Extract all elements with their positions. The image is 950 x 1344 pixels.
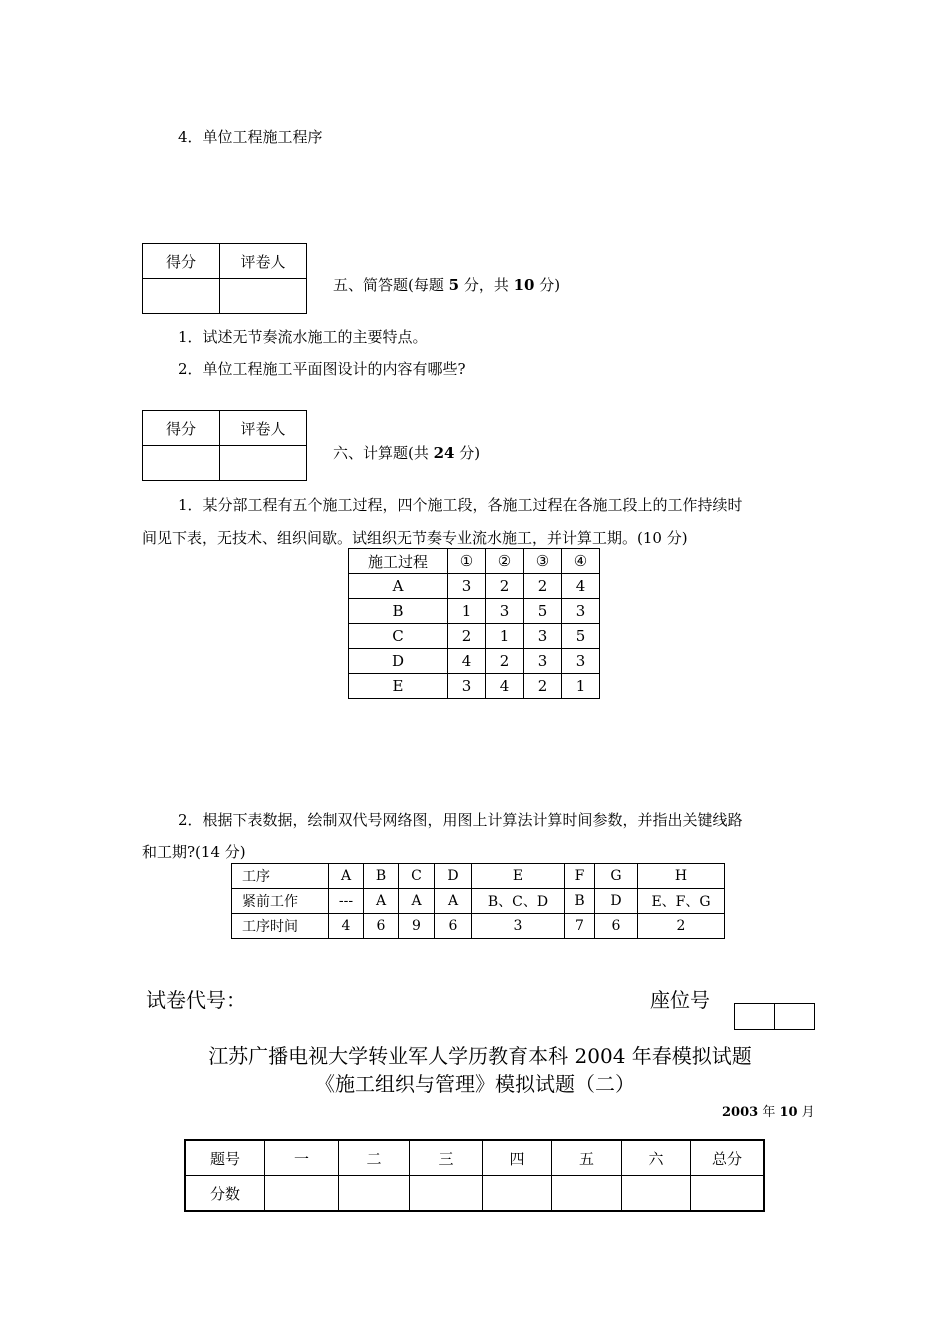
score-summary-header: 总分 bbox=[691, 1140, 765, 1176]
section5-q1: 1．试述无节奏流水施工的主要特点。 bbox=[178, 328, 428, 346]
table2-cell: A bbox=[364, 889, 399, 914]
score-label: 得分 bbox=[143, 244, 220, 279]
table1-cell: 3 bbox=[448, 674, 486, 699]
table2-network bbox=[231, 863, 725, 939]
table2-cell: A bbox=[435, 889, 472, 914]
table1-cell: 4 bbox=[448, 649, 486, 674]
score-summary-cell[interactable] bbox=[622, 1176, 691, 1212]
table2-cell: F bbox=[565, 864, 595, 889]
score-cell[interactable] bbox=[143, 446, 220, 481]
table1-cell: 4 bbox=[486, 674, 524, 699]
score-summary-header: 二 bbox=[339, 1140, 410, 1176]
table-row bbox=[232, 914, 725, 939]
exam-subtitle: 《施工组织与管理》模拟试题（二） bbox=[315, 1072, 635, 1096]
table1-cell: E bbox=[349, 674, 448, 699]
section5-heading: 五、简答题(每题 5 分，共 10 分) bbox=[333, 276, 561, 294]
section6-q2-line2: 和工期?(14 分) bbox=[142, 843, 246, 861]
score-summary-header: 一 bbox=[265, 1140, 339, 1176]
table1-cell: 3 bbox=[448, 574, 486, 599]
score-summary-cell[interactable] bbox=[339, 1176, 410, 1212]
seat-label: 座位号 bbox=[650, 988, 710, 1012]
table-row bbox=[349, 674, 600, 699]
table2-cell: B bbox=[565, 889, 595, 914]
table2-cell: 紧前工作 bbox=[232, 889, 329, 914]
section5-q2: 2．单位工程施工平面图设计的内容有哪些? bbox=[178, 360, 466, 378]
grader-box-section6 bbox=[142, 410, 307, 481]
table-row bbox=[349, 599, 600, 624]
table1-cell: 2 bbox=[524, 674, 562, 699]
grader-label: 评卷人 bbox=[220, 244, 307, 279]
table2-cell: 4 bbox=[329, 914, 364, 939]
table1-cell: D bbox=[349, 649, 448, 674]
table2-cell: D bbox=[595, 889, 638, 914]
score-summary-cell[interactable] bbox=[410, 1176, 483, 1212]
table-row bbox=[185, 1176, 764, 1212]
exam-code-label: 试卷代号： bbox=[146, 988, 246, 1012]
table2-cell: A bbox=[399, 889, 435, 914]
table1-cell: 3 bbox=[486, 599, 524, 624]
table1-cell: 1 bbox=[448, 599, 486, 624]
table-row bbox=[232, 864, 725, 889]
score-summary-header: 题号 bbox=[185, 1140, 265, 1176]
table1-cell: 2 bbox=[486, 649, 524, 674]
score-summary-header: 三 bbox=[410, 1140, 483, 1176]
score-cell[interactable] bbox=[143, 279, 220, 314]
table2-cell: 6 bbox=[595, 914, 638, 939]
table1-cell: 3 bbox=[562, 599, 600, 624]
exam-date: 2003 年 10 月 bbox=[722, 1105, 815, 1120]
table-row bbox=[349, 649, 600, 674]
table1-cell: C bbox=[349, 624, 448, 649]
table-row bbox=[185, 1140, 764, 1176]
table2-cell: 2 bbox=[638, 914, 725, 939]
section6-q2-line1: 2．根据下表数据，绘制双代号网络图，用图上计算法计算时间参数，并指出关键线路 bbox=[178, 811, 743, 829]
table-row bbox=[349, 574, 600, 599]
table1-cell: 3 bbox=[524, 624, 562, 649]
table2-cell: 9 bbox=[399, 914, 435, 939]
score-summary-table bbox=[184, 1139, 765, 1212]
grader-cell[interactable] bbox=[220, 446, 307, 481]
table1-header-cell: ① bbox=[448, 549, 486, 574]
table2-cell: D bbox=[435, 864, 472, 889]
table1-cell: 5 bbox=[562, 624, 600, 649]
table2-cell: C bbox=[399, 864, 435, 889]
table2-cell: B、C、D bbox=[472, 889, 565, 914]
table1-cell: 3 bbox=[524, 649, 562, 674]
table2-cell: 工序 bbox=[232, 864, 329, 889]
table1-header-cell: ④ bbox=[562, 549, 600, 574]
score-summary-header: 五 bbox=[552, 1140, 622, 1176]
table2-cell: E bbox=[472, 864, 565, 889]
table1-header-cell: 施工过程 bbox=[349, 549, 448, 574]
seat-cell[interactable] bbox=[735, 1004, 775, 1030]
table1-cell: 2 bbox=[448, 624, 486, 649]
table1-cell: 3 bbox=[562, 649, 600, 674]
table2-cell: B bbox=[364, 864, 399, 889]
table1-header-cell: ② bbox=[486, 549, 524, 574]
table2-cell: --- bbox=[329, 889, 364, 914]
table2-cell: 6 bbox=[435, 914, 472, 939]
seat-cell[interactable] bbox=[775, 1004, 815, 1030]
table1-header bbox=[349, 549, 600, 574]
score-label: 得分 bbox=[143, 411, 220, 446]
score-summary-header: 六 bbox=[622, 1140, 691, 1176]
section4-item: 4．单位工程施工程序 bbox=[178, 128, 323, 146]
score-summary-row-label: 分数 bbox=[185, 1176, 265, 1212]
table1-cell: 1 bbox=[562, 674, 600, 699]
table1-cell: 2 bbox=[524, 574, 562, 599]
grader-label: 评卷人 bbox=[220, 411, 307, 446]
table1-cell: 4 bbox=[562, 574, 600, 599]
table-row bbox=[349, 624, 600, 649]
table1-cell: B bbox=[349, 599, 448, 624]
table2-cell: E、F、G bbox=[638, 889, 725, 914]
table1-cell: 2 bbox=[486, 574, 524, 599]
score-summary-cell[interactable] bbox=[691, 1176, 765, 1212]
score-summary-cell[interactable] bbox=[483, 1176, 552, 1212]
table1-cell: 5 bbox=[524, 599, 562, 624]
section6-heading: 六、计算题(共 24 分) bbox=[333, 444, 481, 462]
table2-cell: 3 bbox=[472, 914, 565, 939]
table-row bbox=[232, 889, 725, 914]
exam-title: 江苏广播电视大学转业军人学历教育本科 2004 年春模拟试题 bbox=[208, 1044, 752, 1068]
seat-number-box bbox=[734, 1003, 815, 1030]
table2-cell: 7 bbox=[565, 914, 595, 939]
score-summary-cell[interactable] bbox=[552, 1176, 622, 1212]
table2-cell: 工序时间 bbox=[232, 914, 329, 939]
section6-q1-line2: 间见下表，无技术、组织间歇。试组织无节奏专业流水施工，并计算工期。(10 分) bbox=[142, 529, 688, 547]
table1-cell: A bbox=[349, 574, 448, 599]
grader-box-section5 bbox=[142, 243, 307, 314]
section6-q1-line1: 1．某分部工程有五个施工过程，四个施工段，各施工过程在各施工段上的工作持续时 bbox=[178, 496, 743, 514]
table2-cell: H bbox=[638, 864, 725, 889]
score-summary-header: 四 bbox=[483, 1140, 552, 1176]
table1-cell: 1 bbox=[486, 624, 524, 649]
score-summary-cell[interactable] bbox=[265, 1176, 339, 1212]
table1-header-cell: ③ bbox=[524, 549, 562, 574]
table2-cell: A bbox=[329, 864, 364, 889]
table1-durations bbox=[348, 548, 600, 699]
table2-cell: 6 bbox=[364, 914, 399, 939]
grader-cell[interactable] bbox=[220, 279, 307, 314]
table2-cell: G bbox=[595, 864, 638, 889]
